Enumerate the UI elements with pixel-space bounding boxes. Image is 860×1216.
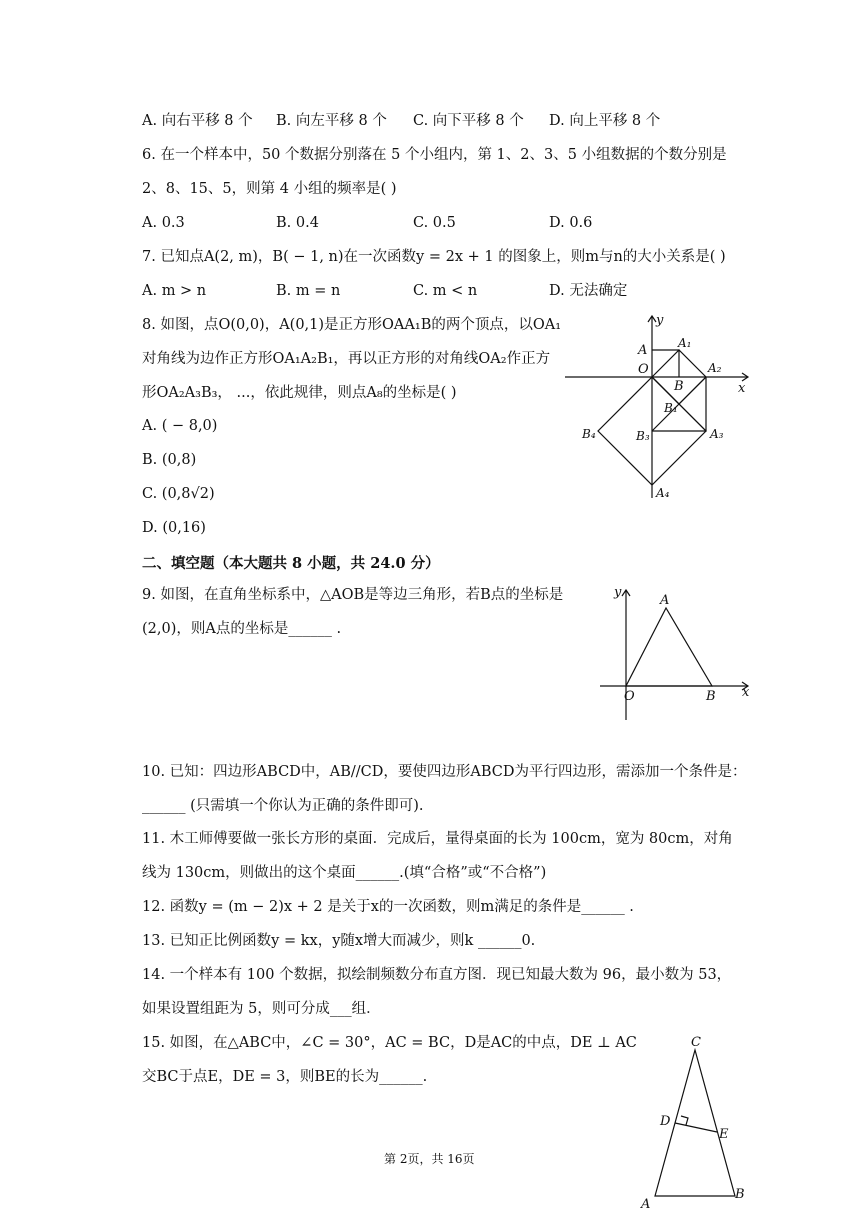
q6-option-a: A. 0.3 (142, 215, 185, 231)
q15-right-angle-mark (681, 1116, 688, 1125)
q9-line2: (2,0)，则A点的坐标是______ . (142, 621, 342, 637)
q14-line1: 14. 一个样本有 100 个数据，拟绘制频数分布直方图．现已知最大数为 96，最小数为 53， (142, 967, 732, 983)
q14-line2: 如果设置组距为 5，则可分成___组． (142, 1001, 381, 1017)
q11-line1: 11. 木工师傅要做一张长方形的桌面．完成后，量得桌面的长为 100cm，宽为 80cm，对角 (142, 831, 733, 847)
q9-figure (598, 582, 758, 722)
q6-line2: 2、8、15、5，则第 4 小组的频率是( ) (142, 181, 397, 197)
q9-label-x: x (742, 685, 750, 700)
top-option-c: C. 向下平移 8 个 (413, 113, 524, 129)
q6-option-c: C. 0.5 (413, 215, 456, 231)
q15-line2: 交BC于点E，DE = 3，则BE的长为______. (142, 1069, 428, 1085)
q9-label-a: A (660, 593, 670, 608)
q8-label-b4: B₄ (582, 427, 596, 441)
q9-triangle (626, 608, 712, 686)
q7-option-d: D. 无法确定 (549, 283, 628, 299)
q8-label-b3: B₃ (636, 429, 650, 443)
q8-figure (560, 310, 760, 505)
q8-label-o: O (638, 362, 649, 377)
q6-line1: 6. 在一个样本中，50 个数据分别落在 5 个小组内，第 1、2、3、5 小组数据的个数分别是 (142, 147, 727, 163)
top-option-d: D. 向上平移 8 个 (549, 113, 661, 129)
q10-line1: 10. 已知：四边形ABCD中，AB//CD，要使四边形ABCD为平行四边形，需添加一个条件是： (142, 764, 747, 780)
top-option-b: B. 向左平移 8 个 (276, 113, 387, 129)
q13-line: 13. 已知正比例函数y = kx，y随x增大而减少，则k ______0. (142, 933, 536, 949)
q8-option-c: C. (0,8√2) (142, 486, 215, 502)
q8-option-d: D. (0,16) (142, 520, 206, 536)
q8-label-a1: A₁ (678, 336, 692, 350)
q6-option-d: D. 0.6 (549, 215, 593, 231)
q9-label-y: y (614, 585, 622, 600)
q15-figure (635, 1032, 765, 1212)
q8-label-a4: A₄ (656, 486, 670, 500)
q8-label-a2: A₂ (708, 361, 722, 375)
q8-label-x: x (738, 381, 746, 396)
q9-label-b: B (706, 689, 716, 704)
q11-line2: 线为 130cm，则做出的这个桌面______.(填“合格”或“不合格”) (142, 865, 547, 881)
q15-label-b: B (735, 1187, 745, 1202)
q9-label-o: O (624, 689, 635, 704)
q7-option-c: C. m < n (413, 283, 478, 299)
q7-line1: 7. 已知点A(2, m)，B( − 1, n)在一次函数y = 2x + 1 的图象上，则m与n的大小关系是( ) (142, 249, 726, 265)
q15-label-a: A (641, 1197, 651, 1212)
q12-line: 12. 函数y = (m − 2)x + 2 是关于x的一次函数，则m满足的条件是______ . (142, 899, 634, 915)
q15-label-d: D (660, 1114, 671, 1129)
q8-label-y: y (656, 313, 664, 328)
page-footer: 第 2页，共 16页 (384, 1152, 475, 1166)
q15-label-e: E (719, 1127, 729, 1142)
q8-label-b: B (674, 379, 684, 394)
q8-label-b1: B₁ (664, 401, 678, 415)
q15-line1: 15. 如图，在△ABC中，∠C = 30°，AC = BC，D是AC的中点，DE ⊥ AC (142, 1035, 637, 1051)
q8-label-a3: A₃ (710, 427, 724, 441)
q8-label-a: A (638, 343, 648, 358)
section-2-heading: 二、填空题（本大题共 8 小题，共 24.0 分） (142, 555, 440, 572)
q8-line2: 对角线为边作正方形OA₁A₂B₁，再以正方形的对角线OA₂作正方 (142, 351, 551, 367)
q8-option-a: A. ( − 8,0) (142, 418, 218, 434)
q8-line1: 8. 如图，点O(0,0)，A(0,1)是正方形OAA₁B的两个顶点，以OA₁ (142, 317, 562, 333)
q7-option-a: A. m > n (142, 283, 207, 299)
q15-label-c: C (691, 1035, 701, 1050)
q8-line3: 形OA₂A₃B₃， ...，依此规律，则点A₈的坐标是( ) (142, 385, 457, 401)
top-option-a: A. 向右平移 8 个 (142, 113, 253, 129)
q7-option-b: B. m = n (276, 283, 341, 299)
q15-segment-de (675, 1123, 717, 1132)
q6-option-b: B. 0.4 (276, 215, 319, 231)
q9-line1: 9. 如图，在直角坐标系中，△AOB是等边三角形，若B点的坐标是 (142, 587, 564, 603)
q8-option-b: B. (0,8) (142, 452, 197, 468)
q10-line2: ______ (只需填一个你认为正确的条件即可). (142, 798, 424, 814)
